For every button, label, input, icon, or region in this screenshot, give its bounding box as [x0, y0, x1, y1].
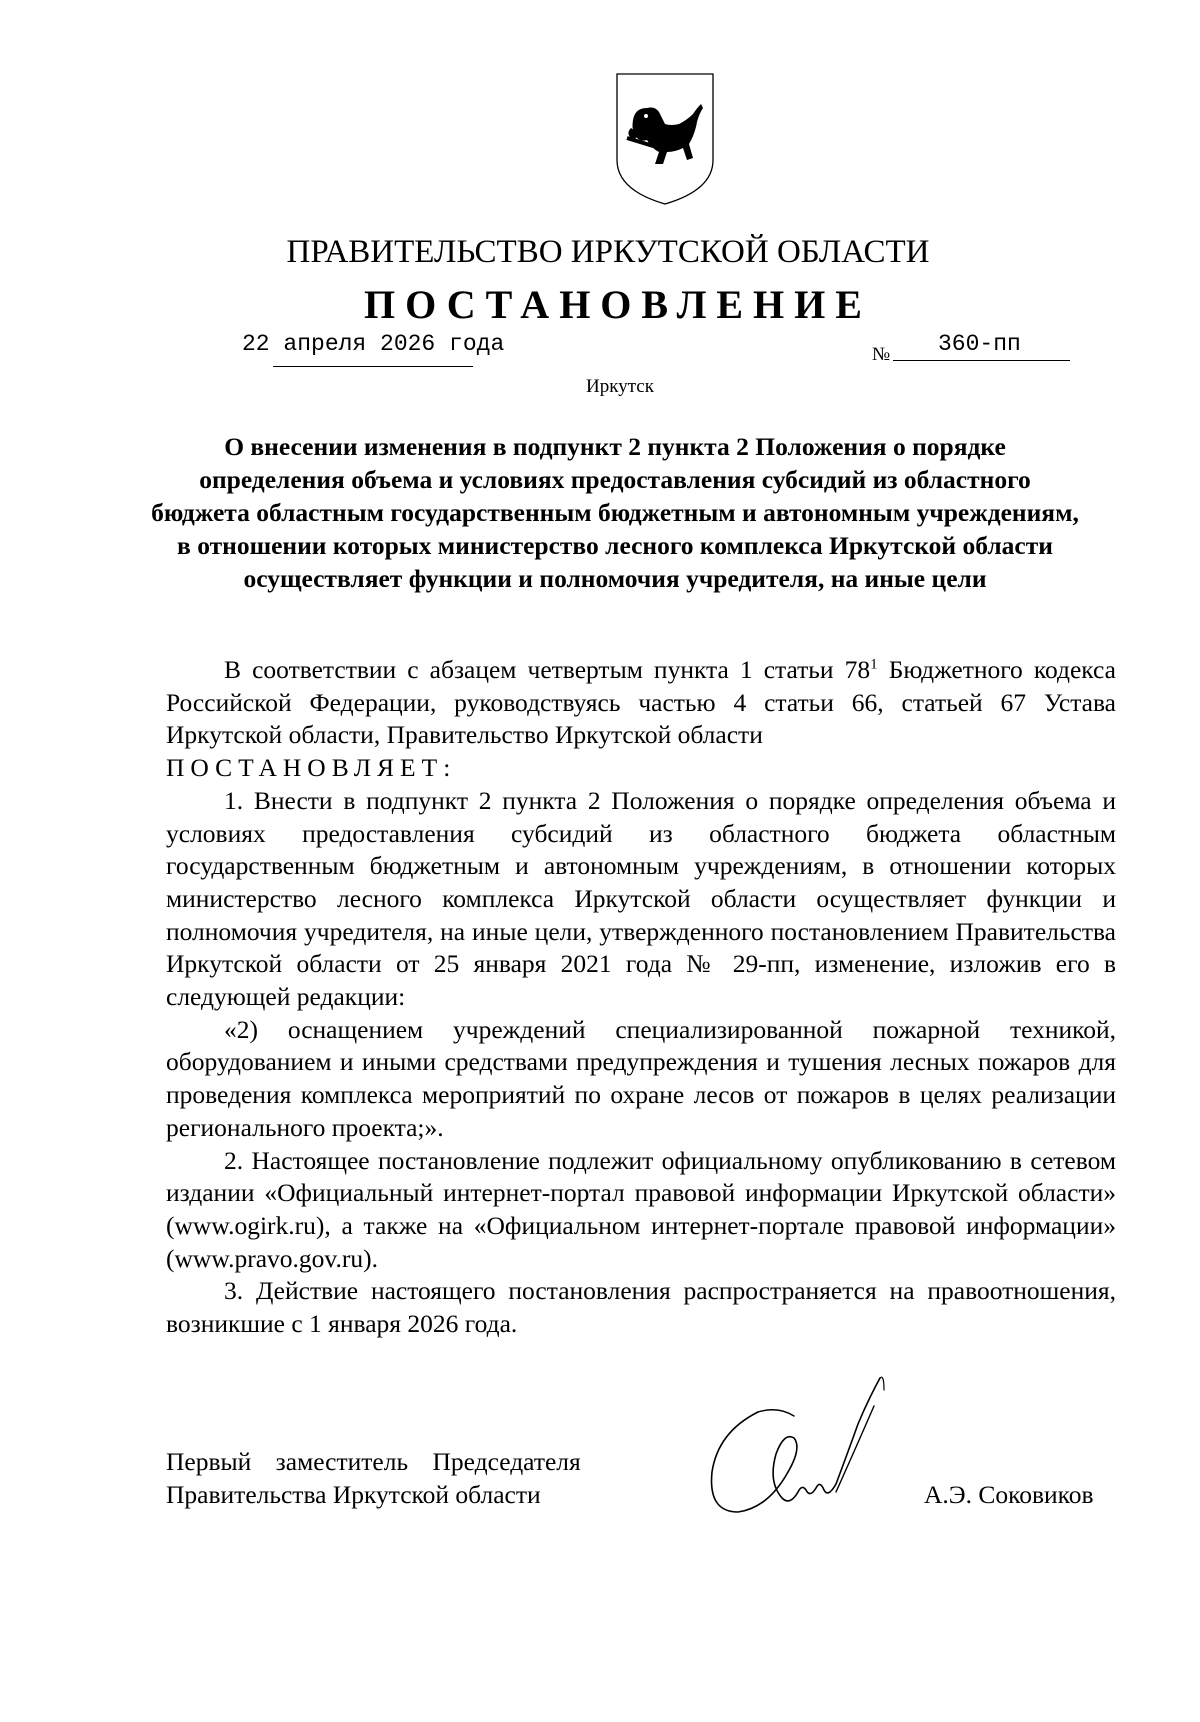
preamble-text-2: Бюджетного кодекса Российской Федерации, руководствуясь частью 4 статьи 66, статьей 67 Устава Иркутской области, Правительство Иркутской области	[166, 655, 1116, 750]
item-1-paragraph: 1. Внести в подпункт 2 пункта 2 Положения о порядке определения объема и условиях предоставления субсидий из областного бюджета областным государственным бюджетным и автономным учреждениям, в отношении которых министерство лесного комплекса Иркутской области осуществляет функции и полномочия учредителя, на иные цели, утвержденного постановлением Правительства Иркутской области от 25 января 2021 года № 29-пп, изменение, изложив его в следующей редакции:	[166, 785, 1116, 1012]
preamble-text-1: В соответствии с абзацем четвертым пункта 1 статьи 78	[224, 655, 871, 684]
item-2-paragraph: 2. Настоящее постановление подлежит официальному опубликованию в сетевом издании «Официальный интернет-портал правовой информации Иркутской области» (www.ogirk.ru), а также на «Официальном интернет-портале правовой информации» (www.pravo.gov.ru).	[166, 1145, 1116, 1273]
item-3-paragraph: 3. Действие настоящего постановления распространяется на правоотношения, возникшие с 1 января 2026 года.	[166, 1276, 1116, 1339]
document-title: О внесении изменения в подпункт 2 пункта 2 Положения о порядке определения объема и условиях предоставления субсидий из областного бюджета областным государственным бюджетным и автономным учреждениям, в отношении которых министерство лесного комплекса Иркутской области осуществляет функции и полномочия учредителя, на иные цели	[151, 432, 1079, 593]
document-body	[166, 654, 1116, 1341]
document-date: 22 апреля 2026 года	[242, 331, 505, 357]
number-sign: №	[872, 344, 891, 365]
date-underline	[273, 366, 473, 367]
preamble-paragraph	[166, 654, 1116, 752]
government-name: ПРАВИТЕЛЬСТВО ИРКУТСКОЙ ОБЛАСТИ	[286, 234, 930, 270]
article-superscript: 1	[870, 656, 878, 673]
city-name: Иркутск	[586, 376, 654, 397]
decree-word: ПОСТАНОВЛЯЕТ:	[166, 753, 457, 783]
decree-paragraph	[166, 752, 1116, 785]
document-number: 360-пп	[938, 331, 1021, 357]
number-underline	[893, 360, 1070, 361]
handwritten-signature	[698, 1372, 888, 1532]
item-1-quote-paragraph: «2) оснащением учреждений специализированной пожарной техникой, оборудованием и иными средствами предупреждения и тушения лесных пожаров для проведения комплекса мероприятий по охране лесов от пожаров в целях реализации регионального проекта;».	[166, 1014, 1116, 1142]
signatory-position-line-2: Правительства Иркутской области	[166, 1480, 541, 1509]
coat-of-arms-emblem	[613, 68, 717, 208]
signatory-name: А.Э. Соковиков	[924, 1480, 1094, 1509]
signatory-position	[166, 1445, 581, 1511]
document-type: ПОСТАНОВЛЕНИЕ	[364, 282, 872, 327]
signatory-position-line-1: Первый заместитель Председателя	[166, 1447, 581, 1476]
